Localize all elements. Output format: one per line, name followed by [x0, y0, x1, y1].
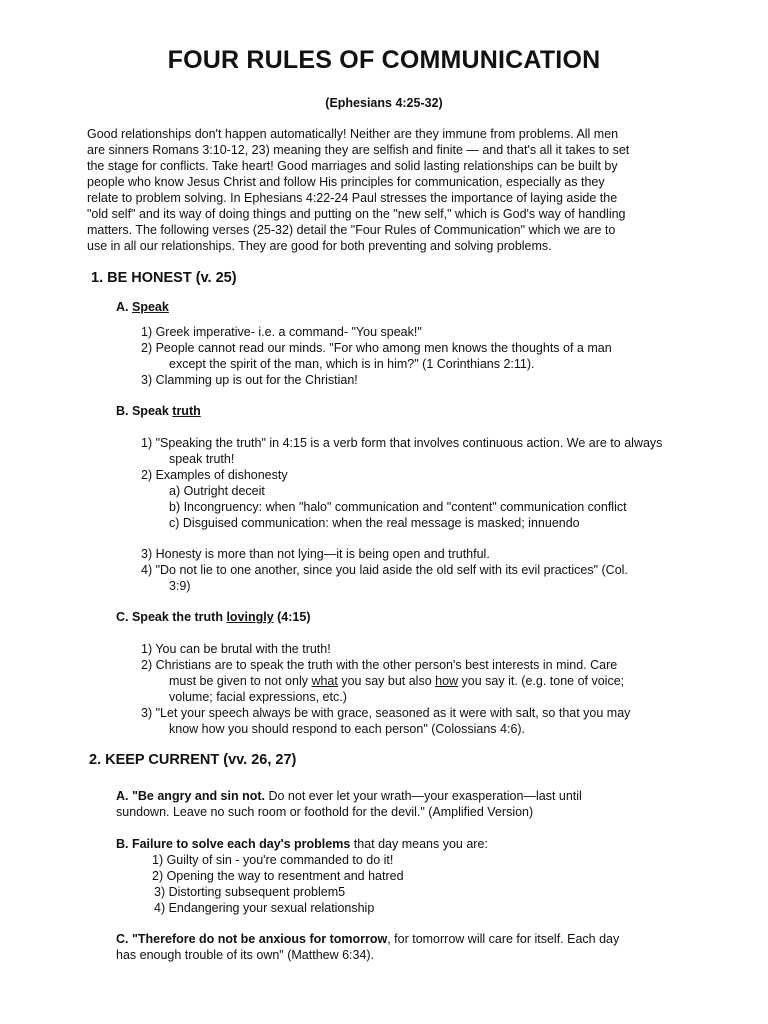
list-item: 2) Examples of dishonesty	[141, 468, 288, 482]
subsection-2a	[116, 788, 582, 804]
intro-line: use in all our relationships. They are good for both preventing and solving problems.	[87, 239, 552, 253]
list-item: 1) "Speaking the truth" in 4:15 is a verb form that involves continuous action. We are to always	[141, 436, 663, 450]
subsection-prefix: C. Speak the truth	[116, 610, 227, 624]
text-run: you say it. (e.g. tone of voice;	[458, 674, 625, 688]
list-item: 3) Distorting subsequent problem5	[154, 885, 346, 899]
page-subtitle: (Ephesians 4:25-32)	[325, 96, 443, 110]
list-item: 3) "Let your speech always be with grace, seasoned as it were with salt, so that you may	[141, 706, 631, 720]
intro-line: people who know Jesus Christ and follow His principles for communication, especially as they	[87, 175, 605, 189]
subsection-suffix: (4:15)	[273, 610, 311, 624]
subsection-1b-heading	[116, 403, 201, 419]
underlined-word: what	[311, 674, 338, 688]
list-item: 1) Guilty of sin - you're commanded to do it!	[152, 853, 394, 867]
text-run: Do not ever let your wrath—your exasperation—last until	[265, 789, 582, 803]
list-item: 1) You can be brutal with the truth!	[141, 642, 331, 656]
list-item: 4) Endangering your sexual relationship	[154, 901, 375, 915]
list-item: 4) "Do not lie to one another, since you laid aside the old self with its evil practices" (Col.	[141, 563, 628, 577]
intro-line: the stage for conflicts. Take heart! Good marriages and solid lasting relationships can be built by	[87, 159, 618, 173]
page-title: FOUR RULES OF COMMUNICATION	[167, 46, 601, 74]
subsection-underlined: truth	[172, 404, 201, 418]
intro-line: relate to problem solving. In Ephesians 4:22-24 Paul stresses the importance of laying aside the	[87, 191, 618, 205]
list-item: 2) Christians are to speak the truth with the other person's best interests in mind. Care	[141, 658, 618, 672]
underlined-word: how	[435, 674, 459, 688]
bold-run: B. Failure to solve each day's problems	[116, 837, 351, 851]
text-run: must be given to not only	[169, 674, 312, 688]
subsection-1a-heading	[116, 299, 169, 315]
list-item: 1) Greek imperative- i.e. a command- "You speak!"	[141, 325, 422, 339]
bold-run: A. "Be angry and sin not.	[116, 789, 265, 803]
sub-list-item: c) Disguised communication: when the real message is masked; innuendo	[169, 516, 580, 530]
list-item: 3) Honesty is more than not lying—it is being open and truthful.	[141, 547, 490, 561]
bold-run: C. "Therefore do not be anxious for tomorrow	[116, 932, 388, 946]
intro-line: matters. The following verses (25-32) detail the "Four Rules of Communication" which we are to	[87, 223, 616, 237]
list-item-continuation: 3:9)	[169, 579, 191, 593]
subsection-2b	[116, 836, 488, 852]
subsection-2c-line2: has enough trouble of its own" (Matthew 6:34).	[116, 948, 375, 962]
subsection-prefix: A.	[116, 300, 132, 314]
subsection-1c-heading	[116, 609, 311, 625]
section-1-heading: 1. BE HONEST (v. 25)	[91, 270, 237, 286]
section-2-heading: 2. KEEP CURRENT (vv. 26, 27)	[89, 752, 297, 768]
sub-list-item: b) Incongruency: when "halo" communication and "content" communication conflict	[169, 500, 627, 514]
list-item-continuation: except the spirit of the man, which is in him?" (1 Corinthians 2:11).	[169, 357, 535, 371]
text-run: that day means you are:	[350, 837, 488, 851]
subsection-prefix: B. Speak	[116, 404, 173, 418]
text-run: you say but also	[337, 674, 436, 688]
sub-list-item: a) Outright deceit	[169, 484, 265, 498]
list-item: 2) People cannot read our minds. "For who among men knows the thoughts of a man	[141, 341, 612, 355]
list-item-continuation: volume; facial expressions, etc.)	[169, 690, 347, 704]
intro-paragraph	[87, 126, 687, 254]
subsection-underlined: lovingly	[226, 610, 274, 624]
intro-line: "old self" and its way of doing things and putting on the "new self," which is God's way of handling	[87, 207, 626, 221]
intro-line: are sinners Romans 3:10-12, 23) meaning they are selfish and finite — and that's all it takes to set	[87, 143, 630, 157]
subsection-2a-line2: sundown. Leave no such room or foothold for the devil." (Amplified Version)	[116, 805, 534, 819]
text-run: , for tomorrow will care for itself. Each day	[387, 932, 620, 946]
list-item: 3) Clamming up is out for the Christian!	[141, 373, 358, 387]
intro-line: Good relationships don't happen automatically! Neither are they immune from problems. All men	[87, 127, 619, 141]
list-item-continuation	[169, 673, 624, 689]
list-item: 2) Opening the way to resentment and hatred	[152, 869, 404, 883]
list-item-continuation: know how you should respond to each person" (Colossians 4:6).	[169, 722, 526, 736]
subsection-2c	[116, 931, 619, 947]
list-item-continuation: speak truth!	[169, 452, 235, 466]
subsection-underlined: Speak	[131, 300, 169, 314]
